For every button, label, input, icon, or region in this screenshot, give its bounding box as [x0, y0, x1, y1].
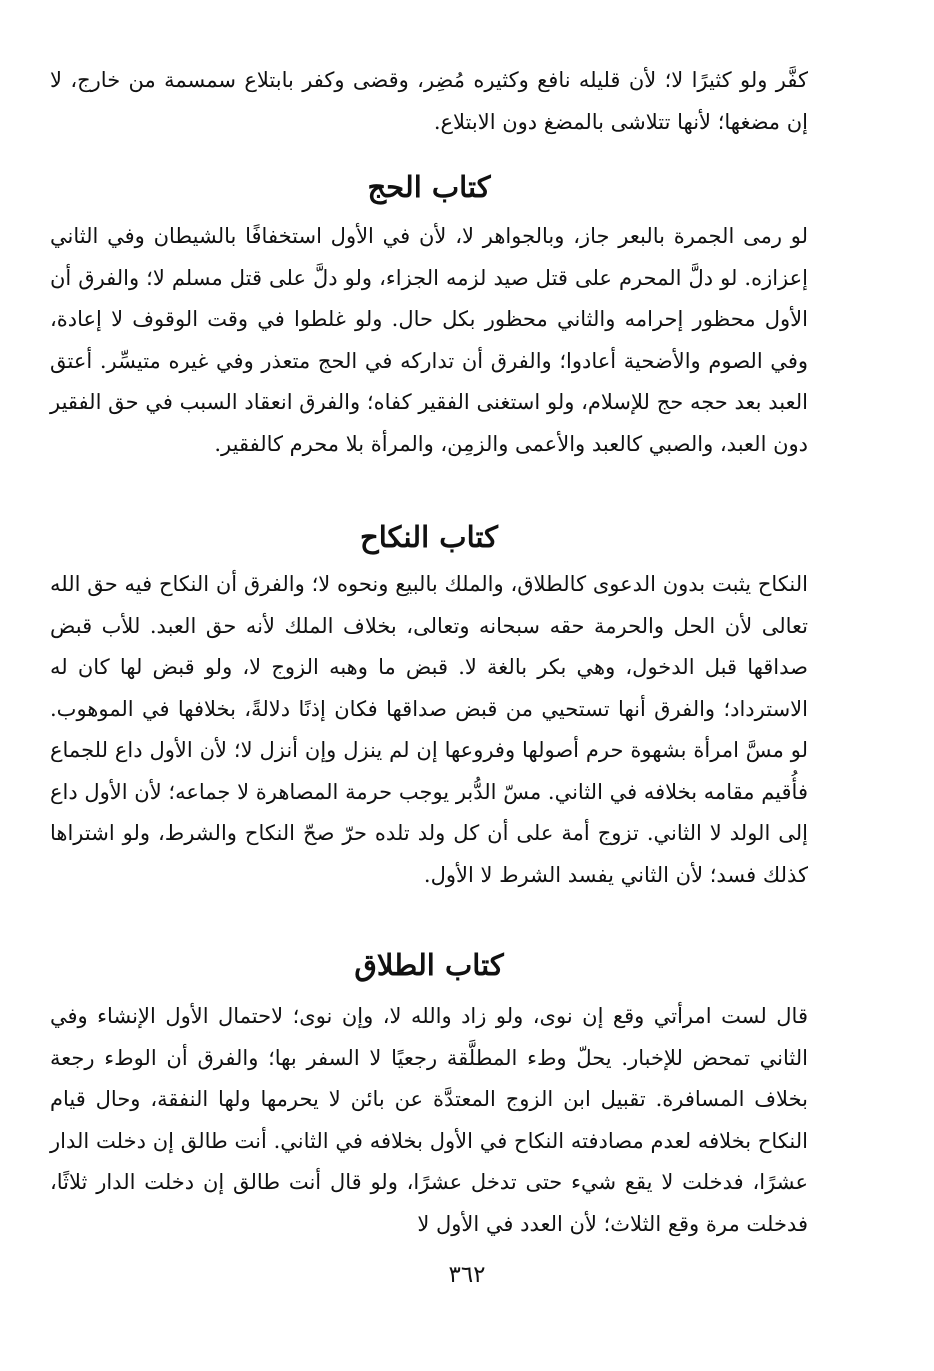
section-title-nikah: كتاب النكاح [359, 520, 498, 554]
section-body-hajj: لو رمى الجمرة بالبعر جاز، وبالجواهر لا، لأن في الأول استخفافًا بالشيطان وفي الثاني إعزازه. لو دلَّ المحرم على قتل صيد لزمه الجزاء، ولو دلَّ على قتل مسلم لا؛ والفرق أن الأول محظور إحرامه والثاني محظور بكل حال. ولو غلطوا في وقت الوقوف لا إعادة، وفي الصوم والأضحية أعادوا؛ والفرق أن تداركه في الحج متعذر وفي غيره متيسِّر. أعتق العبد بعد حجه حج للإسلام، ولو استغنى الفقير كفاه؛ والفرق انعقاد السبب في حق الفقير دون العبد، والصبي كالعبد والأعمى والزمِن، والمرأة بلا محرم كالفقير. [50, 224, 808, 456]
section-title-talaq: كتاب الطلاق [354, 948, 504, 982]
page-number: ٣٦٢ [448, 1262, 486, 1288]
section-title-hajj: كتاب الحج [367, 170, 491, 204]
section-body-talaq: قال لست امرأتي وقع إن نوى، ولو زاد والله لا، وإن نوى؛ لاحتمال الأول الإنشاء وفي الثاني تمحض للإخبار. يحلّ وطء المطلَّقة رجعيًا لا السفر بها؛ والفرق أن الوطء رجعة بخلاف المسافرة. تقبيل ابن الزوج المعتدَّة عن بائن لا يحرمها ولها النفقة، وحال قيام النكاح بخلافه لعدم مصادفته النكاح في الأول بخلافه في الثاني. أنت طالق إن دخلت الدار عشرًا، فدخلت لا يقع شيء حتى تدخل عشرًا، ولو قال أنت طالق إن دخلت الدار ثلاثًا، فدخلت مرة وقع الثلاث؛ لأن العدد في الأول لا [50, 1004, 808, 1236]
section-body-nikah: النكاح يثبت بدون الدعوى كالطلاق، والملك بالبيع ونحوه لا؛ والفرق أن النكاح فيه حق الله تعالى لأن الحل والحرمة حقه سبحانه وتعالى، بخلاف الملك لأنه حق العبد. للأب قبض صداقها قبل الدخول، وهي بكر بالغة لا. قبض ما وهبه الزوج لا، ولو قبض لها كان له الاسترداد؛ والفرق أنها تستحيي من قبض صداقها فكان إذنًا دلالةً، بخلافها في الموهوب. لو مسَّ امرأة بشهوة حرم أصولها وفروعها إن لم ينزل وإن أنزل لا؛ لأن الأول داع للجماع فأُقيم مقامه بخلافه في الثاني. مسّ الدُّبر يوجب حرمة المصاهرة لا جماعه؛ لأن الأول داع إلى الولد لا الثاني. تزوج أمة على أن كل ولد تلده حرّ صحّ النكاح والشرط، ولو اشتراها كذلك فسد؛ لأن الثاني يفسد الشرط لا الأول. [50, 572, 808, 887]
intro-paragraph: كفَّر ولو كثيرًا لا؛ لأن قليله نافع وكثيره مُضِر، وقضى وكفر بابتلاع سمسمة من خارج، لا إن مضغها؛ لأنها تتلاشى بالمضغ دون الابتلاع. [50, 68, 808, 134]
